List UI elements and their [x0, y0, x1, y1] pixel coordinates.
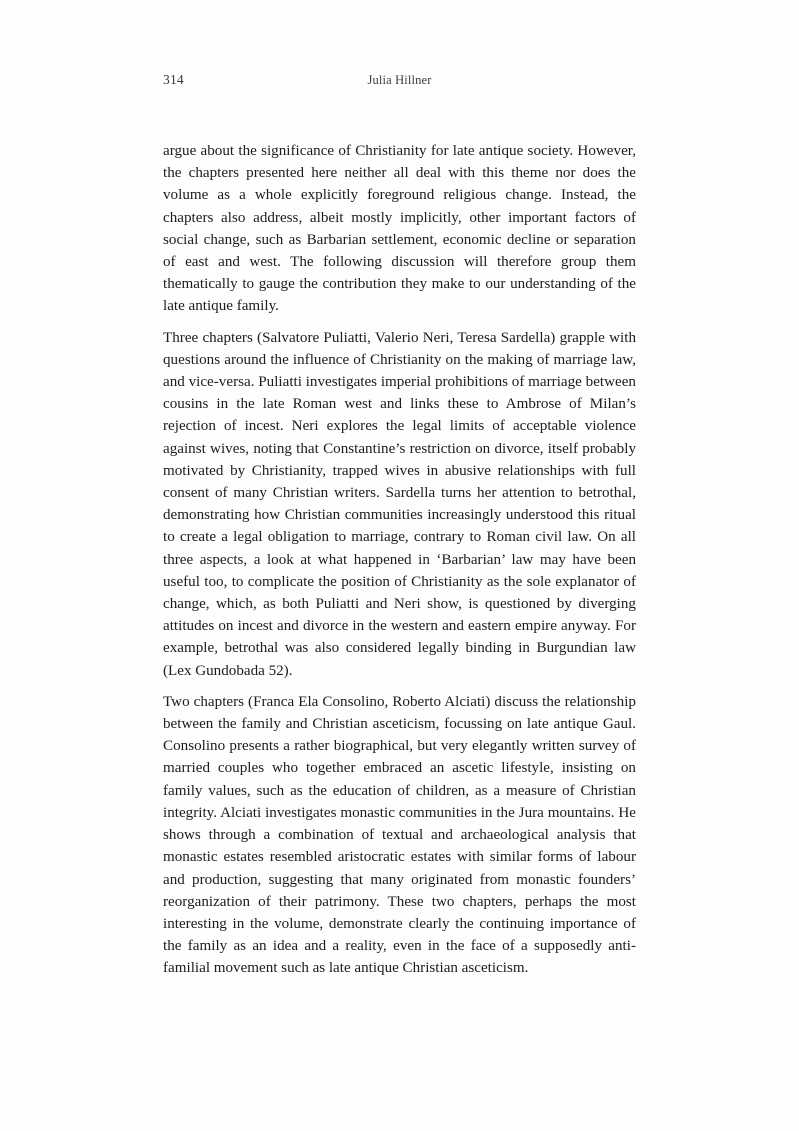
body-text-column — [163, 140, 636, 980]
paragraph: Three chapters (Salvatore Puliatti, Valerio Neri, Teresa Sardella) grapple with questions around the influence of Christianity on the making of marriage law, and vice-versa. Puliatti investigates imperial prohibitions of marriage between cousins in the late Roman west and links these to Ambrose of Milan’s rejection of incest. Neri explores the legal limits of acceptable violence against wives, noting that Constantine’s restriction on divorce, itself probably motivated by Christianity, trapped wives in abusive relationships with full consent of many Christian writers. Sardella turns her attention to betrothal, demonstrating how Christian communities increasingly understood this ritual to create a legal obligation to marriage, contrary to Roman civil law. On all three aspects, a look at what happened in ‘Barbarian’ law may have been useful too, to complicate the position of Christianity as the sole explanator of change, which, as both Puliatti and Neri show, is questioned by diverging attitudes on incest and divorce in the western and eastern empire anyway. For example, betrothal was also considered legally binding in Burgundian law (Lex Gundobada 52). — [163, 329, 636, 679]
running-head-title: Julia Hillner — [367, 73, 432, 87]
page-number: 314 — [163, 72, 184, 87]
paragraph: Two chapters (Franca Ela Consolino, Roberto Alciati) discuss the relationship between the family and Christian asceticism, focussing on late antique Gaul. Consolino presents a rather biographical, but very elegantly written survey of married couples who together embraced an ascetic lifestyle, insisting on family values, such as the education of children, as a measure of Christian integrity. Alciati investigates monastic communities in the Jura mountains. He shows through a combination of textual and archaeological analysis that monastic estates resembled aristocratic estates with similar forms of labour and production, suggesting that many originated from monastic founders’ reorganization of their patrimony. These two chapters, perhaps the most interesting in the volume, demonstrate clearly the continuing importance of the family as an idea and a reality, even in the face of a supposedly anti-familial movement such as late antique Christian asceticism. — [163, 693, 636, 977]
paragraph: argue about the significance of Christianity for late antique society. However, the chapters presented here neither all deal with this theme nor does the volume as a whole explicitly foreground religious change. Instead, the chapters also address, albeit mostly implicitly, other important factors of social change, such as Barbarian settlement, economic decline or separation of east and west. The following discussion will therefore group them thematically to gauge the contribution they make to our understanding of the late antique family. — [163, 143, 636, 315]
page-header — [163, 72, 636, 90]
